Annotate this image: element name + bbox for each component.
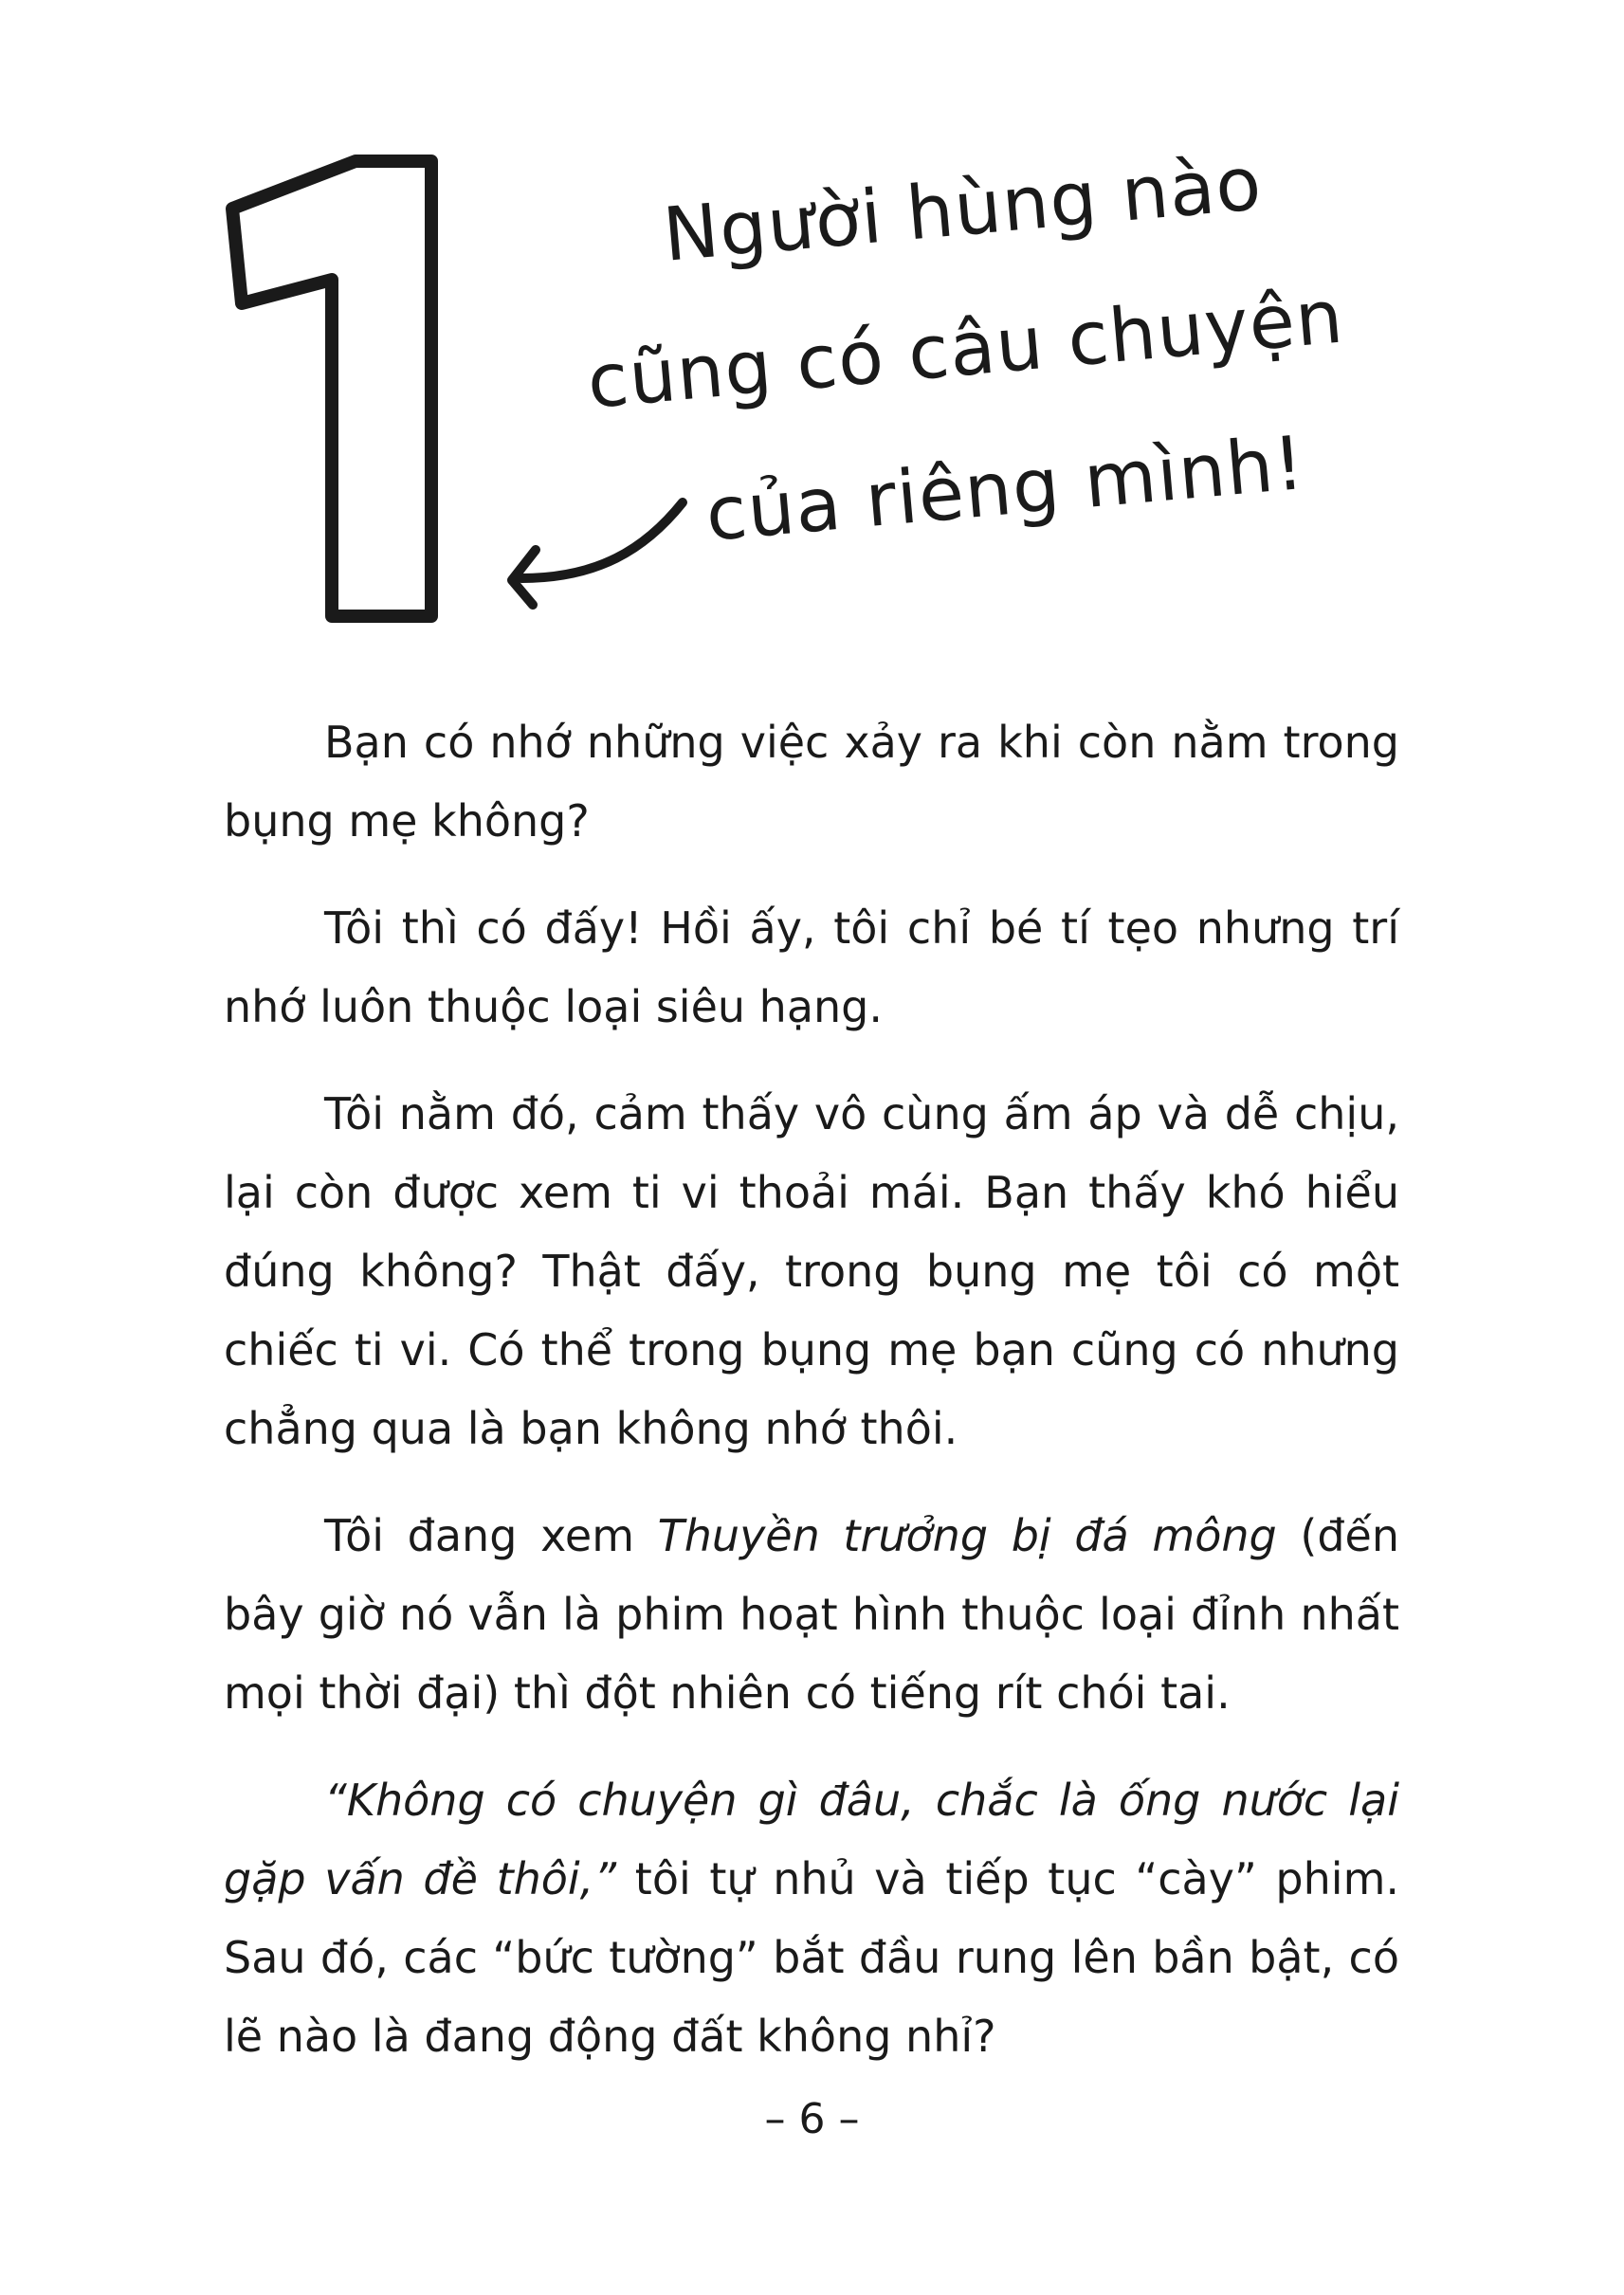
inner-thought-italic: “Không có chuyện gì đâu, chắc là ống nước lại gặp vấn đề thôi,” xyxy=(224,1775,1399,1904)
paragraph-text: (đến bây giờ nó vẫn là phim hoạt hình thuộc loại đỉnh nhất mọi thời đại) thì đột nhiên có tiếng rít chói tai. xyxy=(224,1510,1399,1719)
paragraph: Tôi thì có đấy! Hồi ấy, tôi chỉ bé tí tẹo nhưng trí nhớ luôn thuộc loại siêu hạng. xyxy=(224,902,1399,1032)
paragraph: Bạn có nhớ những việc xảy ra khi còn nằm trong bụng mẹ không? xyxy=(224,717,1399,847)
chapter-title xyxy=(0,0,1624,664)
paragraph-text: tôi tự nhủ và tiếp tục “cày” phim. Sau đó, các “bức tường” bắt đầu rung lên bần bật, có lẽ nào là đang động đất không nhỉ? xyxy=(224,1853,1399,2062)
show-title-italic: Thuyền trưởng bị đá mông xyxy=(657,1510,1277,1561)
page-number: – 6 – xyxy=(764,2095,860,2143)
chapter-title-line: cũng có câu chuyện xyxy=(584,274,1347,426)
chapter-title-line: của riêng mình! xyxy=(703,420,1308,558)
paragraph xyxy=(224,1761,1399,2076)
body-text xyxy=(224,703,1399,2104)
paragraph: Tôi nằm đó, cảm thấy vô cùng ấm áp và dễ chịu, lại còn được xem ti vi thoải mái. Bạn thấy khó hiểu đúng không? Thật đấy, trong bụng mẹ tôi có một chiếc ti vi. Có thể trong bụng mẹ bạn cũng có nhưng chẳng qua là bạn không nhớ thôi. xyxy=(224,1088,1399,1454)
chapter-title-line: Người hùng nào xyxy=(660,140,1266,279)
paragraph xyxy=(224,1497,1399,1733)
paragraph-text: Tôi đang xem xyxy=(324,1510,658,1561)
